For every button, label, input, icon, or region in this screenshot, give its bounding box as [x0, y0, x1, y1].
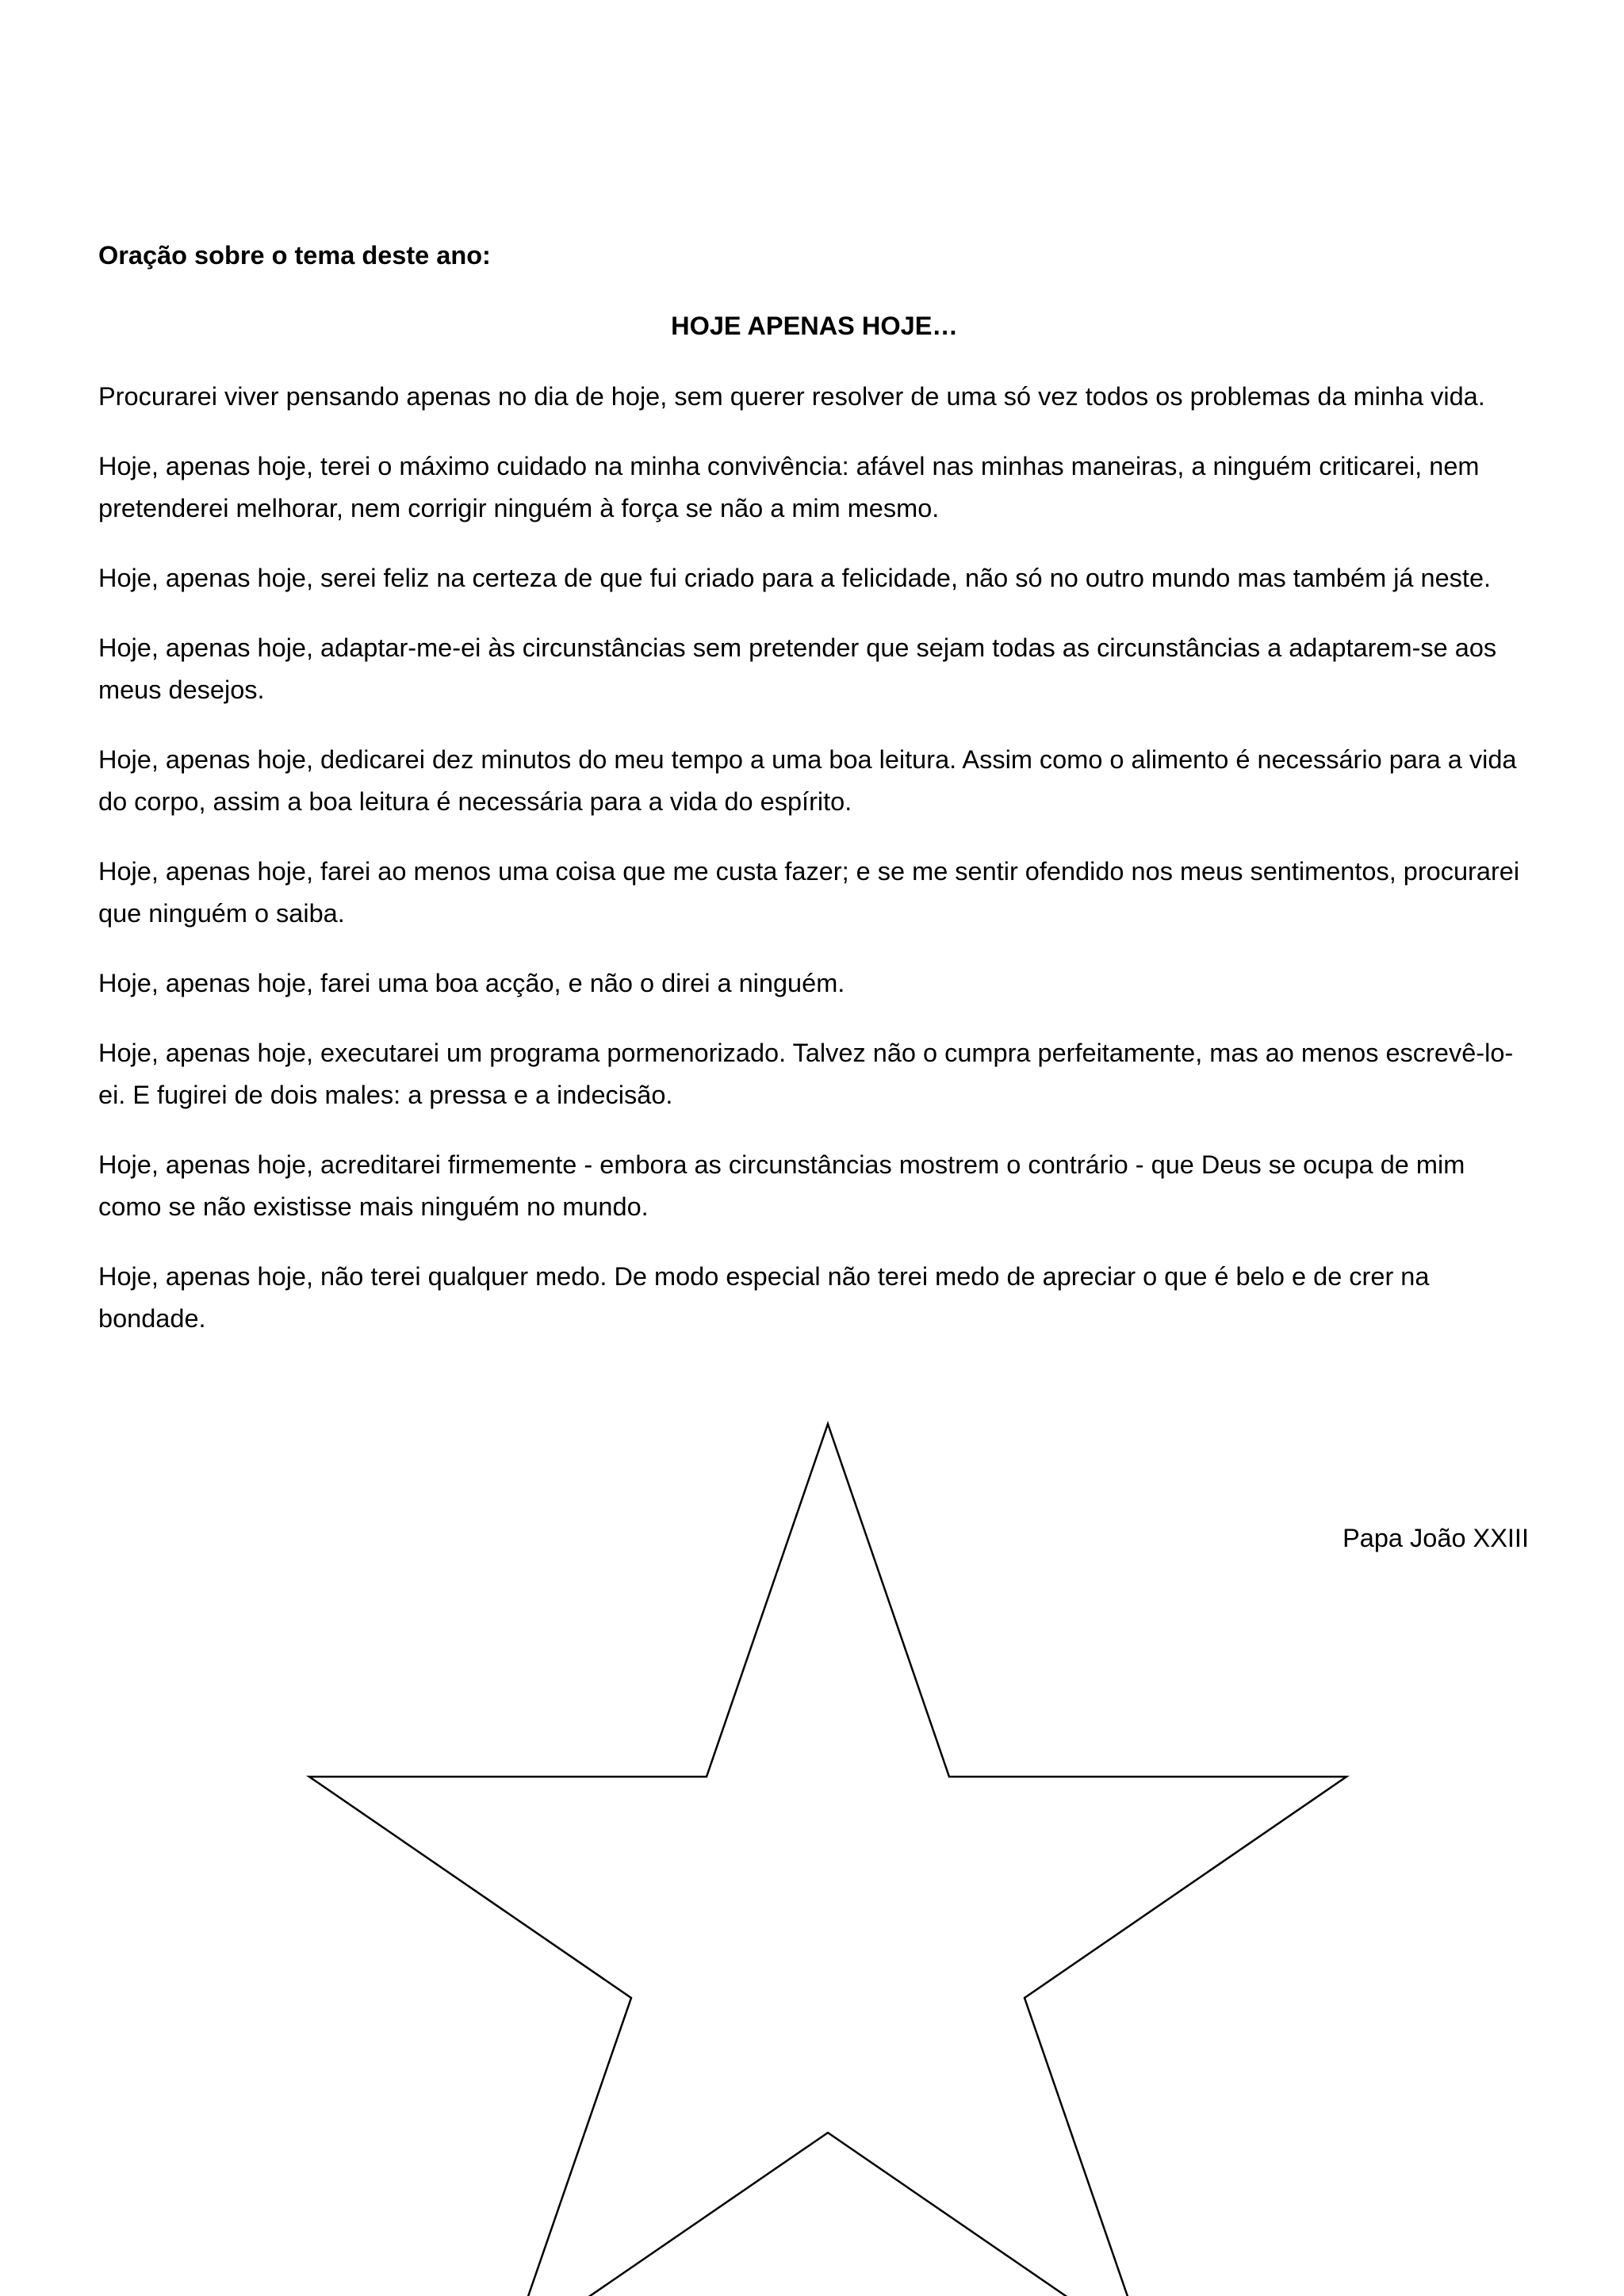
prayer-paragraph: Hoje, apenas hoje, dedicarei dez minutos do meu tempo a uma boa leitura. Assim como o alimento é necessário para a vida do corpo, assim a boa leitura é necessária para a vida do espírito. [98, 745, 1517, 816]
document-heading: Oração sobre o tema deste ano: [98, 241, 491, 270]
prayer-paragraph: Hoje, apenas hoje, serei feliz na certeza de que fui criado para a felicidade, não só no outro mundo mas também já neste. [98, 564, 1492, 592]
prayer-title: HOJE APENAS HOJE… [671, 312, 958, 340]
prayer-paragraph: Hoje, apenas hoje, executarei um programa pormenorizado. Talvez não o cumpra perfeitamente, mas ao menos escrevê-lo-ei. E fugirei de dois males: a pressa e a indecisão. [98, 1039, 1514, 1109]
prayer-paragraph: Hoje, apenas hoje, farei uma boa acção, e não o direi a ninguém. [98, 969, 845, 997]
star-outline-shape [309, 1424, 1346, 2296]
prayer-text [98, 235, 1530, 1368]
signature: Papa João XXIII [1342, 1524, 1529, 1552]
prayer-paragraph: Hoje, apenas hoje, terei o máximo cuidado na minha convivência: afável nas minhas maneiras, a ninguém criticarei, nem pretenderei melhorar, nem corrigir ninguém à força se não a mim mesmo. [98, 452, 1480, 522]
prayer-paragraph: Hoje, apenas hoje, farei ao menos uma coisa que me custa fazer; e se me sentir ofendido nos meus sentimentos, procurarei que ninguém o saiba. [98, 857, 1520, 928]
prayer-paragraph: Hoje, apenas hoje, acreditarei firmemente - embora as circunstâncias mostrem o contrário - que Deus se ocupa de mim como se não existisse mais ninguém no mundo. [98, 1150, 1465, 1221]
prayer-paragraph: Procurarei viver pensando apenas no dia de hoje, sem querer resolver de uma só vez todos os problemas da minha vida. [98, 382, 1485, 411]
prayer-paragraph: Hoje, apenas hoje, adaptar-me-ei às circunstâncias sem pretender que sejam todas as circunstâncias a adaptarem-se aos meus desejos. [98, 633, 1497, 704]
prayer-paragraph: Hoje, apenas hoje, não terei qualquer medo. De modo especial não terei medo de apreciar o que é belo e de crer na bondade. [98, 1262, 1430, 1333]
